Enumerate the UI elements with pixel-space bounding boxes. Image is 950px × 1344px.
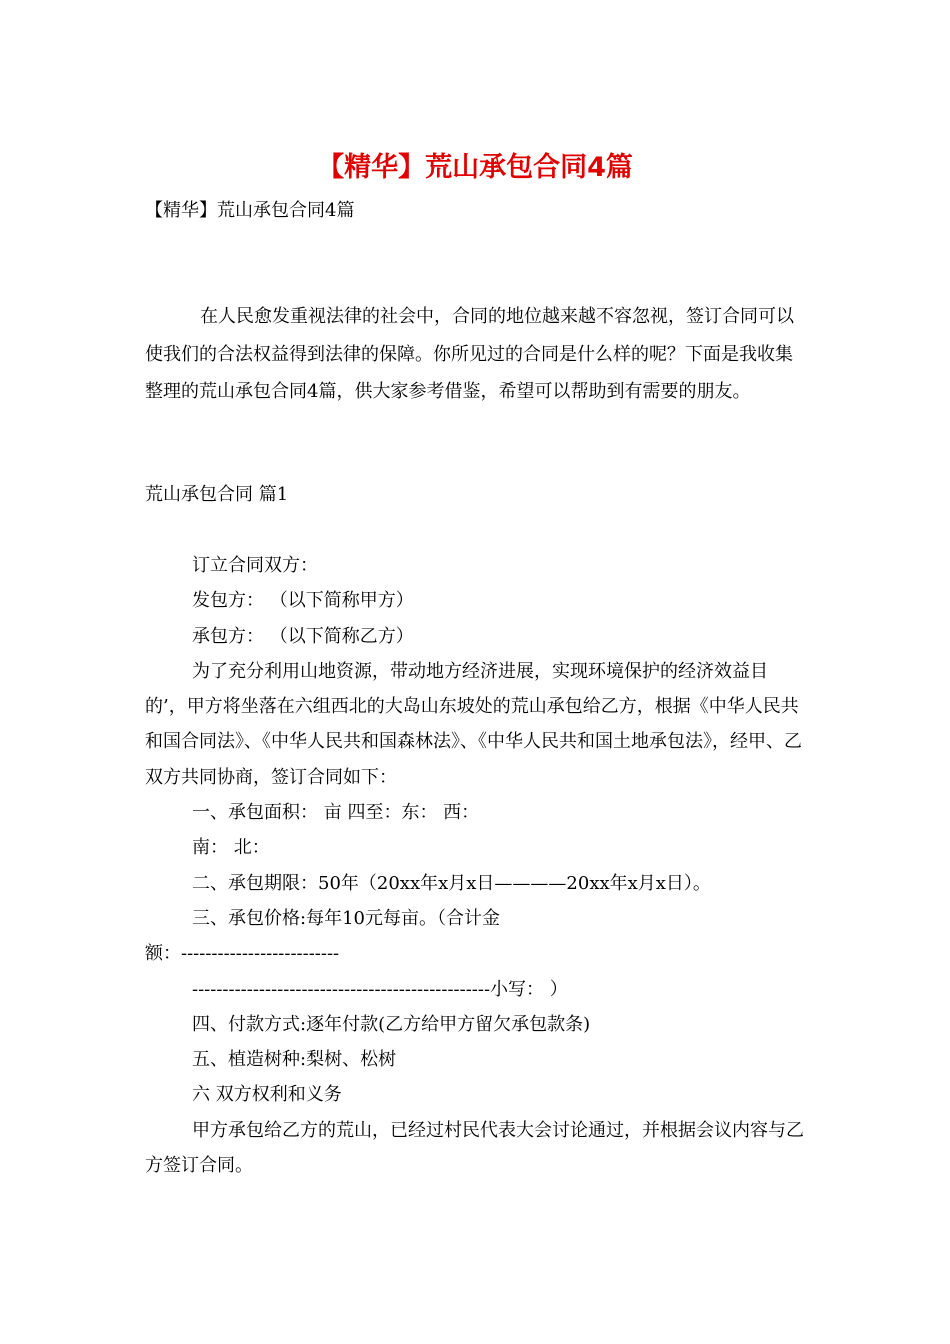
contract-parties: 订立合同双方： [192,555,318,576]
contract-purpose: 为了充分利用山地资源，带动地方经济进展，实现环境保护的经济效益目的’，甲方将坐落在六组西北的大岛山东坡处的荒山承包给乙方，根据《中华人民共和国合同法》、《中华人民共和国森林法》、《中华人民共和国土地承包法》，经甲、乙双方共同协商，签订合同如下： [145,660,802,788]
contract-item-price-amount: 额：-------------------------- [145,943,340,965]
contract-party-b: 承包方： （以下简称乙方） [192,625,414,647]
intro-paragraph: 在人民愈发重视法律的社会中，合同的地位越来越不容忽视，签订合同可以使我们的合法权益得到法律的保障。你所见过的合同是什么样的呢？下面是我收集整理的荒山承包合同4篇，供大家参考借鉴，希望可以帮助到有需要的朋友。 [145,306,794,402]
contract-item-rights: 六 双方权利和义务 [192,1084,342,1106]
contract-body [145,548,805,1183]
document-subtitle: 【精华】荒山承包合同4篇 [145,200,355,221]
contract-party-a: 发包方： （以下简称甲方） [192,590,414,612]
contract-item-trees: 五、植造树种:梨树、松树 [192,1049,397,1071]
contract-item-rights-text: 甲方承包给乙方的荒山，已经过村民代表大会讨论通过，并根据会议内容与乙方签订合同。 [145,1119,804,1177]
contract-item-price: 三、承包价格:每年10元每亩。（合计金 [192,907,500,929]
contract-item-area-cont: 南： 北： [192,837,270,859]
contract-item-price-small: -------------------------------------------------小写： ） [192,978,568,1000]
contract-item-area: 一、承包面积： 亩 四至：东： 西： [192,802,480,824]
contract-item-payment: 四、付款方式:逐年付款(乙方给甲方留欠承包款条) [192,1013,591,1035]
contract-item-term: 二、承包期限：50年（20xx年x月x日————20xx年x月x日）。 [192,872,711,894]
section-heading: 荒山承包合同 篇1 [145,484,289,505]
document-title: 【精华】荒山承包合同4篇 [317,152,633,183]
